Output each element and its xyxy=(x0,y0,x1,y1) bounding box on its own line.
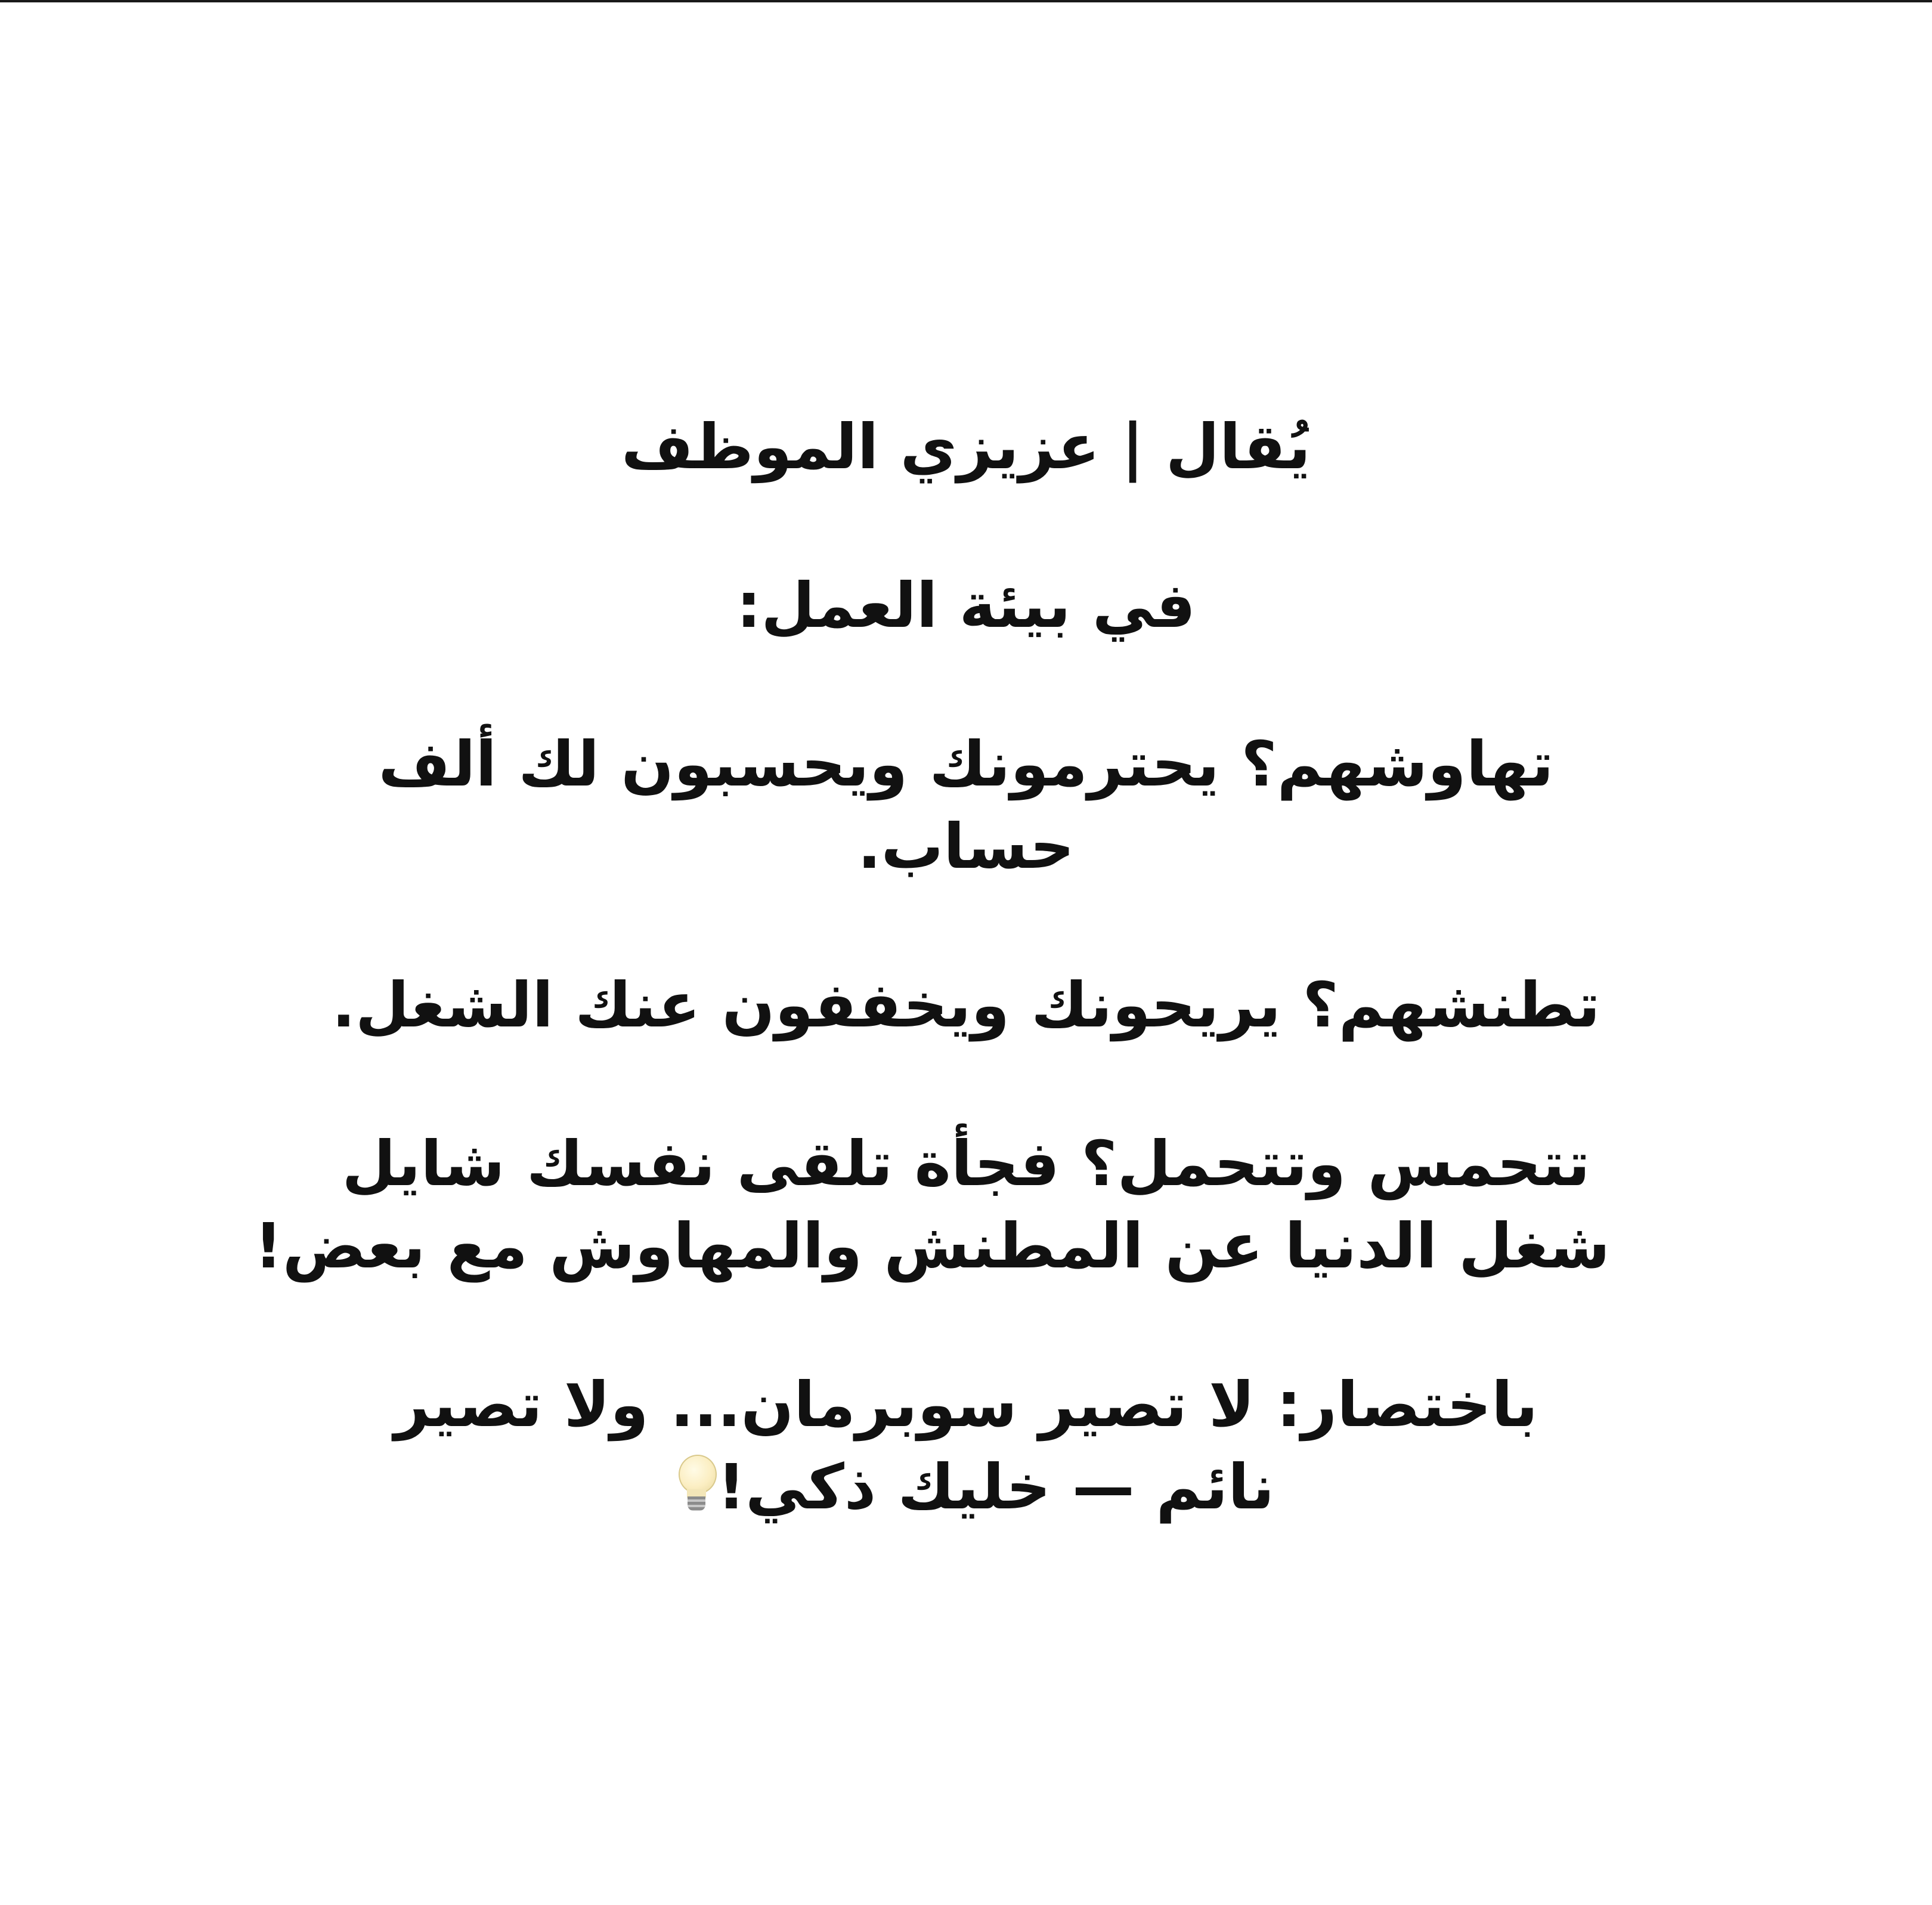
paragraph-line: تهاوشهم؟ يحترمونك ويحسبون لك ألف xyxy=(378,728,1554,800)
post-title: يُقال | عزيزي الموظف xyxy=(621,410,1311,483)
paragraph-summary xyxy=(322,1363,1610,1528)
paragraph-line: باختصار: لا تصير سوبرمان... ولا تصير xyxy=(394,1368,1538,1441)
top-border-line xyxy=(0,0,1932,2)
paragraph-enthusiasm xyxy=(254,1122,1610,1287)
light-bulb-icon xyxy=(676,1455,717,1514)
intro-text: في بيئة العمل: xyxy=(736,569,1196,642)
paragraph-line: حساب. xyxy=(857,810,1075,883)
paragraph-ignore xyxy=(322,964,1610,1046)
paragraph-line: تتحمس وتتحمل؟ فجأة تلقى نفسك شايل xyxy=(342,1127,1590,1200)
paragraph-line-text: نائم — خليك ذكي! xyxy=(717,1451,1275,1523)
post-content xyxy=(254,406,1610,1528)
paragraph-line: تطنشهم؟ يريحونك ويخففون عنك الشغل. xyxy=(332,969,1600,1041)
paragraph-line: شغل الدنيا عن المطنش والمهاوش مع بعض! xyxy=(254,1210,1610,1282)
paragraph-argue xyxy=(322,723,1610,887)
paragraph-line-final xyxy=(322,1446,1610,1528)
